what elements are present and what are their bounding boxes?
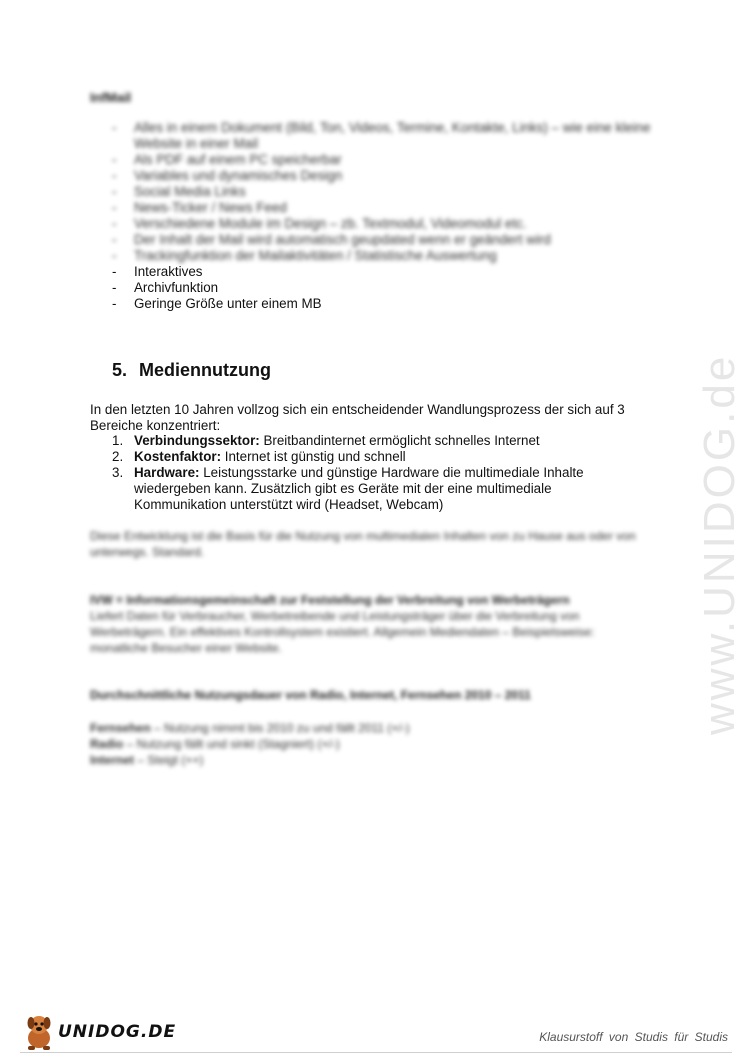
footer-tagline: Klausurstoff von Studis für Studis [539,1030,728,1044]
item-number: 2. [112,449,124,464]
intro-paragraph: In den letzten 10 Jahren vollzog sich ein entscheidender Wandlungsprozess der sich auf 3 Bereiche konzentriert: [90,402,625,433]
numbered-list [112,433,642,513]
usage-text: – Steigt (++) [134,753,204,767]
item-text: Internet ist günstig und schnell [221,449,406,464]
item-label: Kostenfaktor: [134,449,222,464]
usage-line [90,752,650,768]
item-number: 1. [112,433,124,448]
usage-text: – Nutzung fällt und sinkt (Stagniert) (+/-) [123,737,340,751]
list-item [112,449,642,465]
paragraph-development: Diese Entwicklung ist die Basis für die Nutzung von multimedialen Inhalten von zu Hause aus oder von unterwegs. Standard. [90,529,636,559]
usage-label: Radio [90,737,124,751]
watermark: www.UNIDOG.de [695,353,744,735]
unidog-logo [22,1012,176,1052]
logo-text: UNIDOG.DE [58,1022,177,1042]
list-item: - News-Ticker / News Feed [112,200,652,216]
usage-line [90,736,650,752]
list-item: - Geringe Größe unter einem MB [112,296,652,312]
paragraph-ivw-heading: IVW = Informationsgemeinschaft zur Feststellung der Verbreitung von Werbeträgern [90,593,570,607]
usage-label: Fernsehen [90,721,151,735]
list-item: - Alles in einem Dokument (Bild, Ton, Videos, Termine, Kontakte, Links) – wie eine kleine Website in einer Mail [112,120,652,152]
item-label: Hardware: [134,465,200,480]
list-item [112,465,642,513]
section-title [112,360,271,381]
paragraph-ivw: Liefert Daten für Verbraucher, Werbetreibende und Leistungsträger über die Verbreitung von Werbeträgern. Ein effektives Kontrollsystem existiert. Allgemein Mediendaten – Beispielsweise: monatliche Besucher einer Website. [90,609,595,655]
item-text: Leistungsstarke und günstige Hardware die multimediale Inhalte wiedergeben kann. Zusätzlich gibt es Geräte mit der eine multimediale Kommunikation unterstützt wird (Headset, Webcam) [134,465,584,512]
section-heading-infmail: InfMail [90,90,132,105]
item-number: 3. [112,465,124,480]
item-text: Breitbandinternet ermöglicht schnelles Internet [259,433,540,448]
list-item: - Interaktives [112,264,652,280]
usage-label: Internet [90,753,135,767]
list-item [112,433,642,449]
list-item: - Archivfunktion [112,280,652,296]
list-item: - Verschiedene Module im Design – zb. Textmodul, Videomodul etc. [112,216,652,232]
list-item: - Variables und dynamisches Design [112,168,652,184]
usage-line [90,720,650,736]
usage-lines [90,720,650,768]
feature-list [112,120,652,312]
paragraph-usage-heading: Durchschnittliche Nutzungsdauer von Radio, Internet, Fernsehen 2010 – 2011 [90,688,531,702]
section-number: 5. [112,360,128,380]
list-item: - Als PDF auf einem PC speicherbar [112,152,652,168]
dog-icon [22,1012,56,1052]
section-title-text: Mediennutzung [139,360,271,380]
item-label: Verbindungssektor: [134,433,260,448]
list-item: - Der Inhalt der Mail wird automatisch geupdated wenn er geändert wird [112,232,652,248]
list-item: - Trackingfunktion der Mailaktivitäten / Statistische Auswertung [112,248,652,264]
footer-divider [20,1052,732,1053]
usage-text: – Nutzung nimmt bis 2010 zu und fällt 2011 (+/-) [150,721,410,735]
list-item: - Social Media Links [112,184,652,200]
